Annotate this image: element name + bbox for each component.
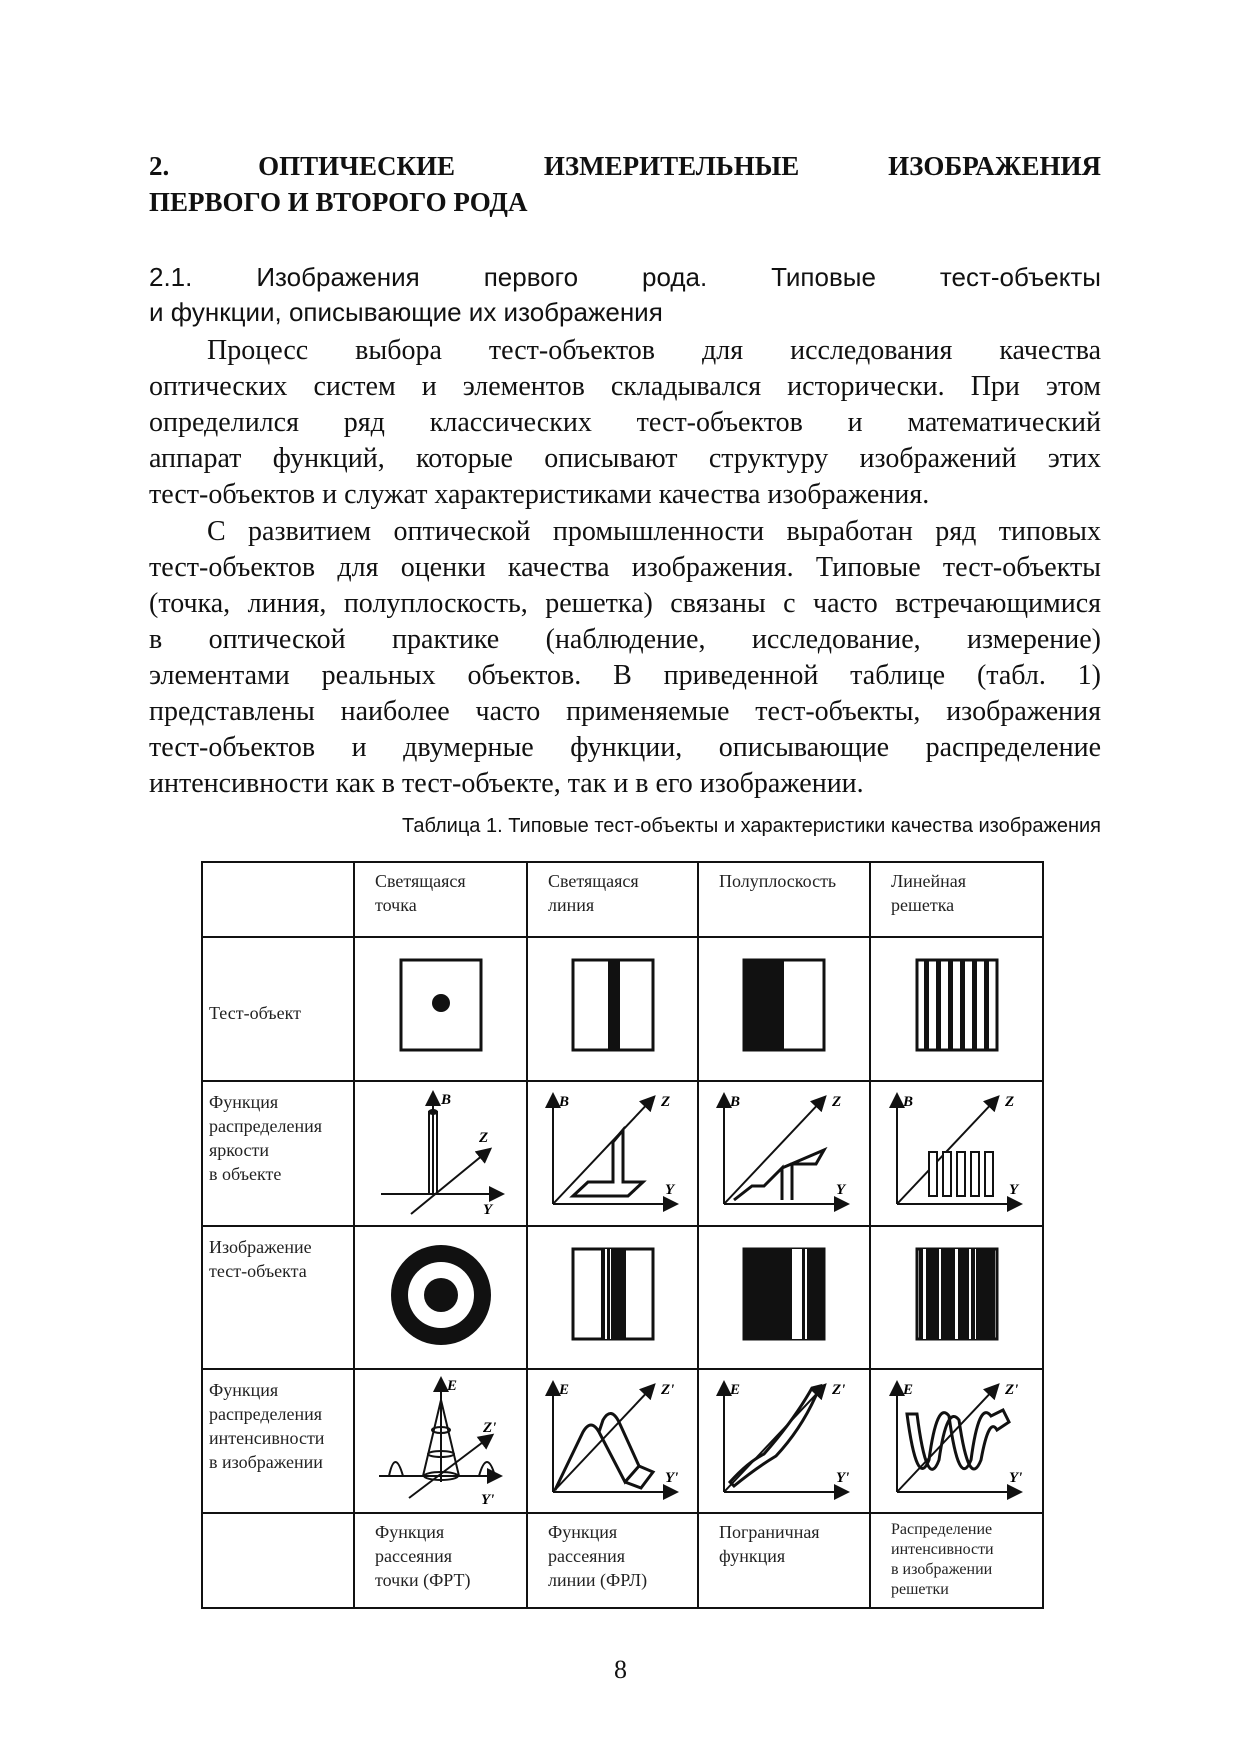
point-test-object xyxy=(361,938,521,1076)
text-line: представлены наиболее часто применяемые тест-объекты, изображения xyxy=(149,696,1101,727)
text-line: в оптической практике (наблюдение, исследование, измерение) xyxy=(149,624,1101,655)
half-plane-test-object-cell xyxy=(698,937,870,1081)
cell-text: линии (ФРЛ) xyxy=(548,1570,648,1590)
cell-text: Функция xyxy=(209,1092,279,1112)
heading-line: 2. ОПТИЧЕСКИЕ ИЗМЕРИТЕЛЬНЫЕ ИЗОБРАЖЕНИЯ xyxy=(149,151,1101,181)
cell-text: распределения xyxy=(209,1404,323,1424)
axis-label: Z' xyxy=(1004,1382,1018,1398)
point-brightness-function-cell xyxy=(354,1081,527,1226)
cell-text: функция xyxy=(719,1546,786,1566)
axis-label: Y xyxy=(482,1202,492,1218)
line-test-object xyxy=(533,938,693,1076)
table-row-brightness xyxy=(202,1081,1043,1226)
cell-text: в изображении xyxy=(891,1561,993,1578)
table-header-row xyxy=(202,862,1043,937)
axis-label: Z xyxy=(478,1130,488,1146)
axis-label: E xyxy=(730,1382,741,1398)
cell-text: Тест-объект xyxy=(209,1003,301,1023)
row-label xyxy=(202,1081,354,1226)
axis-label: B xyxy=(902,1094,913,1110)
grating-test-object xyxy=(877,938,1037,1076)
cell-text: Светящаяся xyxy=(375,871,466,891)
cell-text: Пограничная xyxy=(719,1522,820,1542)
axis-label: B xyxy=(730,1094,741,1110)
line-spread-function xyxy=(533,1370,693,1508)
axis-label: E xyxy=(902,1382,913,1398)
cell-text: рассеяния xyxy=(548,1546,626,1566)
column-header xyxy=(354,862,527,937)
text-line: тест-объектов для оценки качества изображения. Типовые тест-объекты xyxy=(149,552,1101,583)
cell-text: Распределение xyxy=(891,1521,993,1538)
footer-label xyxy=(698,1513,870,1608)
axis-label: E xyxy=(558,1382,569,1398)
point-spread-function-cell xyxy=(354,1369,527,1513)
line-brightness-function xyxy=(533,1082,693,1220)
cell-text: яркости xyxy=(209,1140,270,1160)
cell-text: Полуплоскость xyxy=(719,871,837,891)
axis-label: Z xyxy=(1004,1094,1014,1110)
axis-label: Z xyxy=(660,1094,670,1110)
heading-line: ПЕРВОГО И ВТОРОГО РОДА xyxy=(149,187,528,217)
cell-text: интенсивности xyxy=(209,1428,325,1448)
cell-text: точки (ФРТ) xyxy=(375,1570,471,1590)
text-line: тест-объектов и двумерные функции, описывающие распределение xyxy=(149,732,1101,763)
column-header xyxy=(698,862,870,937)
grating-intensity-function xyxy=(877,1370,1037,1508)
footer-label xyxy=(527,1513,698,1608)
cell-text: распределения xyxy=(209,1116,323,1136)
line-test-object-cell xyxy=(527,937,698,1081)
cell-text: решетка xyxy=(891,895,955,915)
half-plane-image-cell xyxy=(698,1226,870,1369)
point-image-cell xyxy=(354,1226,527,1369)
cell-text: Функция xyxy=(548,1522,618,1542)
column-header xyxy=(527,862,698,937)
axis-label: Y xyxy=(664,1182,674,1198)
cell-text: линия xyxy=(548,895,595,915)
row-label xyxy=(202,1226,354,1369)
axis-label: Z' xyxy=(660,1382,674,1398)
half-plane-image xyxy=(704,1227,864,1365)
text-line: оптических систем и элементов складывался исторически. При этом xyxy=(149,371,1101,402)
footer-label xyxy=(354,1513,527,1608)
subheading-line: 2.1. Изображения первого рода. Типовые тест-объекты xyxy=(149,262,1101,292)
axis-label: Z' xyxy=(832,1382,846,1398)
table-footer-row xyxy=(202,1513,1043,1608)
grating-intensity-function-cell xyxy=(870,1369,1043,1513)
axis-label: Z' xyxy=(482,1420,496,1436)
axis-label: Y' xyxy=(836,1470,850,1486)
row-label xyxy=(202,937,354,1081)
point-image xyxy=(361,1227,521,1365)
point-brightness-function xyxy=(361,1082,521,1220)
grating-image-cell xyxy=(870,1226,1043,1369)
axis-label: Y' xyxy=(664,1470,678,1486)
page-number: 8 xyxy=(614,1655,627,1684)
paragraph-1 xyxy=(149,333,1101,513)
table-caption: Таблица 1. Типовые тест-объекты и характеристики качества изображения xyxy=(402,815,1101,837)
subheading-line: и функции, описывающие их изображения xyxy=(149,297,663,327)
line-image-cell xyxy=(527,1226,698,1369)
line-image xyxy=(533,1227,693,1365)
axis-label: B xyxy=(440,1092,451,1108)
axis-label: E xyxy=(446,1378,457,1394)
section-heading xyxy=(149,148,1101,220)
axis-label: Y' xyxy=(480,1492,494,1508)
text-line: С развитием оптической промышленности выработан ряд типовых xyxy=(207,516,1101,547)
subsection-heading xyxy=(149,260,1101,330)
cell-text: рассеяния xyxy=(375,1546,453,1566)
cell-text: тест-объекта xyxy=(209,1261,307,1281)
paragraph-2 xyxy=(149,514,1101,802)
half-plane-brightness-function xyxy=(704,1082,864,1220)
column-header xyxy=(870,862,1043,937)
cell-text: Линейная xyxy=(891,871,966,891)
text-line: Процесс выбора тест-объектов для исследования качества xyxy=(207,335,1101,366)
table-row-image xyxy=(202,1226,1043,1369)
footer-label xyxy=(870,1513,1043,1608)
cell-text: интенсивности xyxy=(891,1541,994,1558)
row-label xyxy=(202,1369,354,1513)
grating-brightness-function xyxy=(877,1082,1037,1220)
grating-brightness-function-cell xyxy=(870,1081,1043,1226)
axis-label: B xyxy=(558,1094,569,1110)
grating-test-object-cell xyxy=(870,937,1043,1081)
half-plane-brightness-function-cell xyxy=(698,1081,870,1226)
edge-function xyxy=(704,1370,864,1508)
text-line: определился ряд классических тест-объектов и математический xyxy=(149,407,1101,438)
table-row-test-object xyxy=(202,937,1043,1081)
cell-text: Светящаяся xyxy=(548,871,639,891)
point-test-object-cell xyxy=(354,937,527,1081)
header-empty-cell xyxy=(202,862,354,937)
edge-function-cell xyxy=(698,1369,870,1513)
footer-empty-cell xyxy=(202,1513,354,1608)
table-row-intensity xyxy=(202,1369,1043,1513)
axis-label: Y' xyxy=(1008,1470,1022,1486)
point-spread-function xyxy=(361,1370,521,1508)
cell-text: точка xyxy=(375,895,417,915)
text-line: тест-объектов и служат характеристиками качества изображения. xyxy=(149,479,930,510)
cell-text: Функция xyxy=(375,1522,445,1542)
cell-text: в объекте xyxy=(209,1164,282,1184)
line-spread-function-cell xyxy=(527,1369,698,1513)
text-line: (точка, линия, полуплоскость, решетка) связаны с часто встречающимися xyxy=(149,588,1101,619)
test-objects-table xyxy=(201,861,1044,1609)
text-line: интенсивности как в тест-объекте, так и в его изображении. xyxy=(149,768,864,799)
axis-label: Y xyxy=(1008,1182,1018,1198)
axis-label: Y xyxy=(836,1182,846,1198)
cell-text: решетки xyxy=(891,1581,949,1598)
cell-text: Изображение xyxy=(209,1237,312,1257)
text-line: элементами реальных объектов. В приведенной таблице (табл. 1) xyxy=(149,660,1101,691)
text-line: аппарат функций, которые описывают структуру изображений этих xyxy=(149,443,1101,474)
cell-text: Функция xyxy=(209,1380,279,1400)
cell-text: в изображении xyxy=(209,1452,323,1472)
axis-label: Z xyxy=(832,1094,842,1110)
half-plane-test-object xyxy=(704,938,864,1076)
grating-image xyxy=(877,1227,1037,1365)
line-brightness-function-cell xyxy=(527,1081,698,1226)
